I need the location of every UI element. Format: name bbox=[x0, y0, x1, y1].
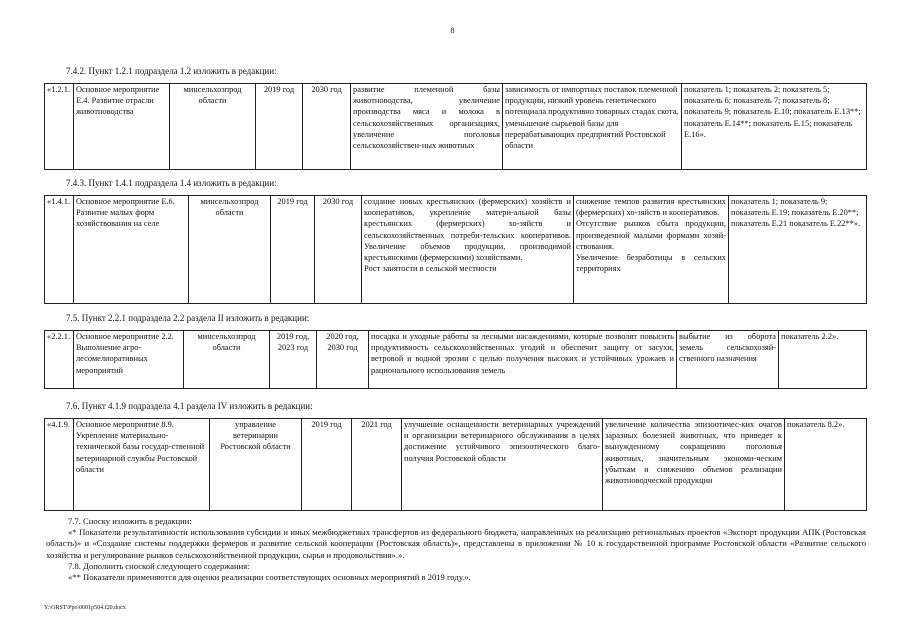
executor: минсельхозпрод области bbox=[170, 84, 256, 170]
footnote-heading-7-7: 7.7. Сноску изложить в редакции: bbox=[68, 516, 192, 526]
row-number: «1.4.1. bbox=[45, 196, 74, 304]
consequence-part-1: снижение темпов развития крестьянских (фермерских) хо-зяйств и кооперативов. bbox=[576, 197, 726, 218]
table-row bbox=[45, 196, 867, 304]
file-path: Y:\ORST\Ppo\0601p504.f20.docx bbox=[44, 605, 126, 611]
footnote-block bbox=[46, 516, 866, 583]
row-number: «1.2.1. bbox=[45, 84, 74, 170]
result-part-2: Рост занятости в сельской местности bbox=[364, 264, 497, 274]
table-1-4-1 bbox=[44, 195, 867, 304]
event-name: Основное мероприятие 2.2. Выполнение агро-лесомелиоративных мероприятий bbox=[74, 331, 184, 389]
executor: управление ветеринарии Ростовской области bbox=[210, 419, 302, 511]
consequence-part-3: Увеличение безработицы в сельских территориях bbox=[576, 253, 726, 274]
start-year: 2019 год, 2023 год bbox=[270, 331, 317, 389]
table-row bbox=[45, 331, 867, 389]
row-number: «4.1.9. bbox=[45, 419, 74, 511]
table-2-2-1 bbox=[44, 330, 867, 389]
indicators: показатель 1; показатель 2; показатель 5; показатель 6; показатель 7; показатель 8; показатель 9; показатель Е.10; показатель Е.13**; показатель Е.14**; показатель Е.15; показатель Е.16». bbox=[682, 84, 867, 170]
footnote-text-7-7: «* Показатели результативности использования субсидии и иных межбюджетных трансфертов из федерального бюджета, направленных на реализацию региональных проектов «Экспорт продукции АПК (Ростовская область)» и «Создание системы поддержки фермеров и развитие сельской кооперации (Ростовская область)», представлены в приложении № 10 к государственной программе Ростовской области «Развитие сельского хозяйства и регулирование рынков сельскохозяйственной продукции, сырья и продовольствия».». bbox=[46, 527, 866, 560]
expected-result bbox=[362, 196, 574, 304]
section-heading-7-6: 7.6. Пункт 4.1.9 подраздела 4.1 раздела IV изложить в редакции: bbox=[66, 401, 313, 411]
executor: минсельхозпрод области bbox=[189, 196, 271, 304]
expected-result: улучшение оснащенности ветеринарных учреждений и организации ветеринарного обслуживания в целях достижение устойчивого эпизоотического благо-получия Ростовской области bbox=[402, 419, 603, 511]
executor: минсельхозпрод области bbox=[184, 331, 270, 389]
consequences bbox=[574, 196, 729, 304]
consequence-part-2: Отсутствие рынков сбыта продукции, произведенной малыми формами хозяй-ствования. bbox=[576, 219, 726, 251]
footnote-text-7-8: «** Показатели применяются для оценки реализации соответствующих основных мероприятий в 2019 году.». bbox=[68, 572, 471, 583]
indicators: показатель 1; показатель 9; показатель Е.19; показатель Е.20**; показатель Е.21 показатель Е.22**». bbox=[729, 196, 867, 304]
table-row bbox=[45, 419, 867, 511]
footnote-heading-7-8: 7.8. Дополнить сноской следующего содержания: bbox=[68, 560, 250, 571]
table-4-1-9 bbox=[44, 418, 867, 511]
table-1-2-1 bbox=[44, 83, 867, 170]
start-year: 2019 год bbox=[256, 84, 303, 170]
page-number: 8 bbox=[450, 26, 455, 35]
section-heading-7-4-3: 7.4.3. Пункт 1.4.1 подраздела 1.4 изложить в редакции: bbox=[66, 178, 277, 188]
event-name: Основное мероприятие Е.6. Развитие малых форм хозяйствования на селе bbox=[74, 196, 189, 304]
expected-result: развитие племенной базы животноводства, увеличение производства мяса и молока в сельскохозяйственных организациях, увеличение поголовья сельскохозяйствен-ных животных bbox=[351, 84, 503, 170]
start-year: 2019 год bbox=[302, 419, 352, 511]
consequences: зависимость от импортных поставок племенной продукции, низкий уровень генетического потенциала продуктивно товарных стадах скота, уменьшение сырьевой базы для перерабатывающих предприятий Ростовской области bbox=[503, 84, 682, 170]
result-part-1: создание новых крестьянских (фермерских) хозяйств и кооперативов, укрепление матери-альной базы крестьянских (фермерских) хо-зяйств и сельскохозяйственных потреби-тельских кооперативов. Увеличение объемов продукции, производимой крестьянскими (фермерскими) хозяйствами. bbox=[364, 197, 571, 263]
row-number: «2.2.1. bbox=[45, 331, 74, 389]
section-heading-7-4-2: 7.4.2. Пункт 1.2.1 подраздела 1.2 изложить в редакции: bbox=[66, 66, 277, 76]
event-name: Основное мероприятие Е.4. Развитие отрасли животноводства bbox=[74, 84, 170, 170]
end-year: 2021 год bbox=[352, 419, 402, 511]
start-year: 2019 год bbox=[271, 196, 315, 304]
indicators: показатель 8.2». bbox=[785, 419, 867, 511]
consequences: выбытие из оборота земель сельскохозяй-ственного назначения bbox=[677, 331, 779, 389]
table-row bbox=[45, 84, 867, 170]
end-year: 2020 год, 2030 год bbox=[317, 331, 369, 389]
expected-result: посадка и уходные работы за лесными насаждениями, которые позволят повысить продуктивность сельскохозяйственных угодий и обеспечит защиту от засухи, ветровой и водной эрозии с целью получения высоких и устойчивых урожаев и рационального использования земель bbox=[369, 331, 677, 389]
end-year: 2030 год bbox=[303, 84, 351, 170]
event-name: Основное мероприятие 8.9. Укрепление материально-технической базы государ-ственной ветеринарной службы Ростовской области bbox=[74, 419, 210, 511]
indicators: показатель 2.2». bbox=[779, 331, 867, 389]
consequences: увеличение количества эпизоотичес-ких очагов заразных болезней животных, что приведет к вынужденному сокращению поголовья животных, значительным экономи-ческим убыткам и снижению объемов реализации животноводческой продукции bbox=[603, 419, 785, 511]
end-year: 2030 год bbox=[315, 196, 362, 304]
section-heading-7-5: 7.5. Пункт 2.2.1 подраздела 2.2 раздела II изложить в редакции: bbox=[66, 313, 310, 323]
